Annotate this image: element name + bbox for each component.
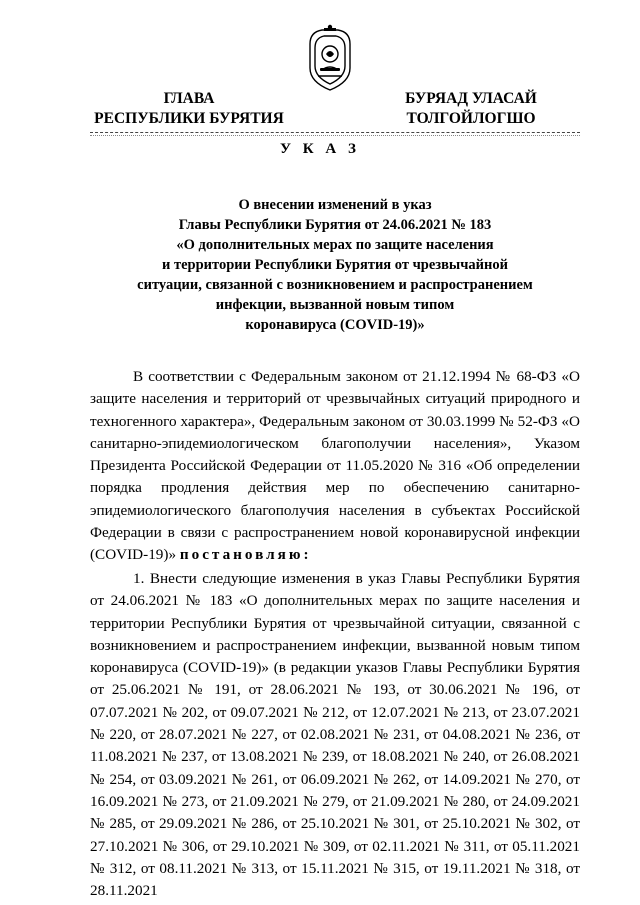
header-divider bbox=[90, 132, 580, 133]
title-line: О внесении изменений в указ bbox=[238, 197, 432, 213]
title-line: инфекции, вызванной новым типом bbox=[215, 297, 455, 313]
decree-keyword: постановляю: bbox=[179, 546, 312, 564]
header-left-line1: ГЛАВА bbox=[163, 90, 215, 107]
header-left-line2: РЕСПУБЛИКИ БУРЯТИЯ bbox=[94, 110, 284, 127]
title-line: коронавируса (COVID-19)» bbox=[245, 317, 425, 333]
document-type: У К А З bbox=[280, 141, 360, 157]
header-divider-secondary bbox=[90, 135, 580, 136]
title-line: «О дополнительных мерах по защите населения bbox=[176, 237, 494, 253]
coat-of-arms-emblem bbox=[300, 24, 360, 94]
header-right-line2: ТОЛГОЙЛОГШО bbox=[406, 110, 536, 127]
title-line: ситуации, связанной с возникновением и распространением bbox=[137, 277, 533, 293]
clause-1-paragraph bbox=[90, 568, 580, 902]
header-right bbox=[386, 89, 556, 129]
header-right-line1: БУРЯАД УЛАСАЙ bbox=[405, 90, 537, 107]
document-title bbox=[130, 195, 540, 335]
title-line: Главы Республики Бурятия от 24.06.2021 № 183 bbox=[178, 217, 492, 233]
preamble-text: В соответствии с Федеральным законом от 21.12.1994 № 68-ФЗ «О защите населения и территорий от чрезвычайных ситуаций природного и техногенного характера», Федеральным законом от 30.03.1999 № 52-ФЗ «О санитарно-эпидемиологическом благополучии населения», Указом Президента Российской Федерации от 11.05.2020 № 316 «Об определении порядка продления действия мер по обеспечению санитарно-эпидемиологического благополучия населения в субъектах Российской Федерации в связи с распространением новой коронавирусной инфекции (COVID-19)» bbox=[90, 368, 580, 564]
clause-1-text: 1. Внести следующие изменения в указ Главы Республики Бурятия от 24.06.2021 № 183 «О дополнительных мерах по защите населения и территории Республики Бурятия от чрезвычайной ситуации, связанной с возникновением и распространением инфекции, вызванной новым типом коронавируса (COVID-19)» (в редакции указов Главы Республики Бурятия от 25.06.2021 № 191, от 28.06.2021 № 193, от 30.06.2021 № 196, от 07.07.2021 № 202, от 09.07.2021 № 212, от 12.07.2021 № 213, от 23.07.2021 № 220, от 28.07.2021 № 227, от 02.08.2021 № 231, от 04.08.2021 № 236, от 11.08.2021 № 237, от 13.08.2021 № 239, от 18.08.2021 № 240, от 26.08.2021 № 254, от 03.09.2021 № 261, от 06.09.2021 № 262, от 14.09.2021 № 270, от 16.09.2021 № 273, от 21.09.2021 № 279, от 21.09.2021 № 280, от 24.09.2021 № 285, от 29.09.2021 № 286, от 25.10.2021 № 301, от 25.10.2021 № 302, от 27.10.2021 № 306, от 29.10.2021 № 309, от 02.11.2021 № 311, от 05.11.2021 № 312, от 08.11.2021 № 313, от 15.11.2021 № 315, от 19.11.2021 № 318, от 28.11.2021 bbox=[90, 570, 580, 900]
title-line: и территории Республики Бурятия от чрезвычайной bbox=[162, 257, 508, 273]
preamble-paragraph bbox=[90, 366, 580, 567]
header-left bbox=[78, 89, 300, 129]
